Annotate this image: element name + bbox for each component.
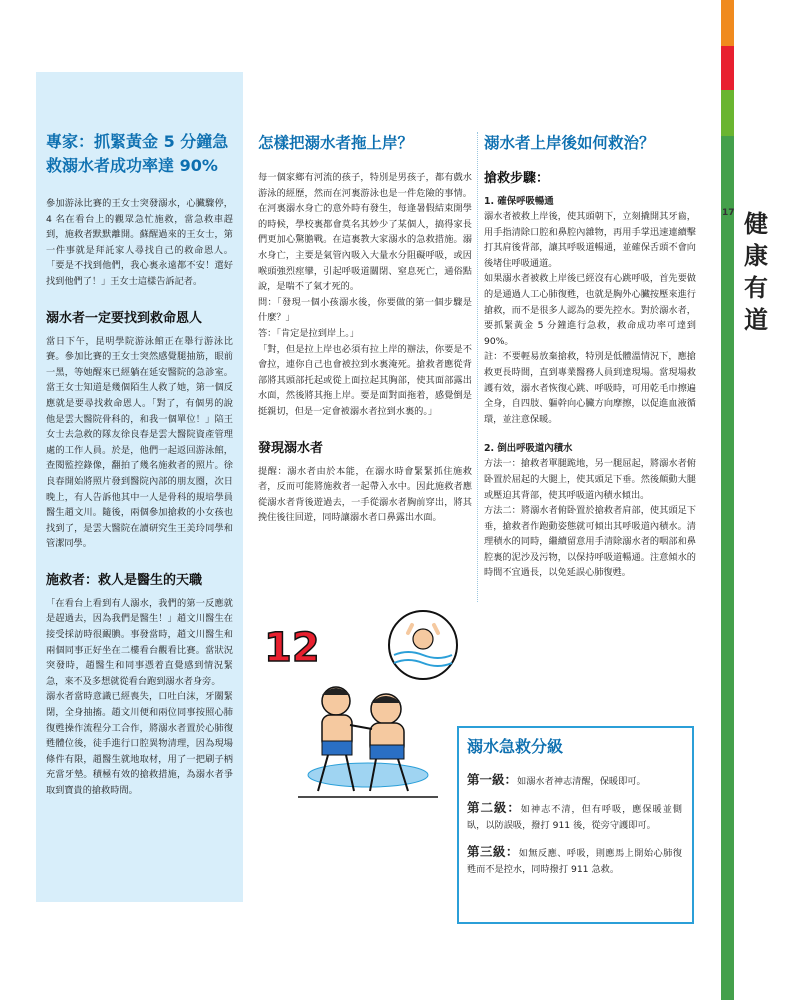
- sidebar-bar-green: [721, 90, 734, 136]
- level-3: [467, 844, 682, 878]
- column-rescue-ashore: [258, 132, 472, 526]
- question: 問：「發現一個小孩溺水後，你要做的第一個步驟是什麼？」: [258, 296, 472, 324]
- title-char: 康: [744, 241, 768, 270]
- column-treatment: [484, 132, 696, 581]
- sidebar-bar-red: [721, 46, 734, 90]
- level-1: [467, 772, 682, 790]
- drowning-rescue-drawing: [258, 605, 468, 810]
- paragraph: 溺水者當時意識已經喪失，口吐白沫，牙關緊閉，全身抽搐。趙文川便和兩位同事按照心肺復甦操作流程分工合作，將溺水者置於心肺復甦體位後，徒手進行口腔異物清理，因為現場條件有限，趙醫生就地取材，用了一把刷子柄充當牙墊。積極有效的搶救措施，為溺水者爭取到寶貴的搶救時間。: [46, 691, 233, 796]
- level-text: 如無反應、呼吸，則應馬上開始心肺復甦而不是控水，同時撥打 911 急救。: [467, 848, 682, 875]
- title-char: 道: [744, 305, 768, 334]
- level-text: 如神志不清，但有呼吸，應保暖並側臥，以防誤吸，撥打 911 後，從旁守護即可。: [467, 804, 682, 831]
- column-title: 專家：抓緊黃金 5 分鐘急 救溺水者成功率達 90%: [46, 132, 229, 175]
- step-heading: 1. 確保呼吸暢通: [484, 196, 554, 207]
- paragraph: 方法二：將溺水者俯卧置於搶救者肩部，使其頭足下垂，搶救者作跑動姿態就可傾出其呼吸道內積水。清理積水的同時，繼續留意用手清除溺水者的咽部和鼻腔裏的泥沙及污物，以保持呼吸道暢通。注意傾水的時間不宜過長，以免延誤心肺復甦。: [484, 505, 696, 579]
- column-expert: [36, 72, 243, 902]
- paragraph: 每一個家鄉有河流的孩子，特別是男孩子，都有戲水游泳的經歷，然而在河裏游泳也是一件危險的事情。在河裏溺水身亡的意外時有發生，每逢暑假結束開學的時候，學校裏都會莫名其妙少了某個人，搞得家長們更加心驚膽戰。在這裏教大家溺水的急救措施。溺水身亡，主要是氣管內吸入大量水分阻礙呼吸，或因喉頭強烈痙攣，引起呼吸道關閉、窒息死亡，通俗點說，是喘不了氣才死的。: [258, 172, 472, 293]
- column-title: 怎樣把溺水者拖上岸？: [258, 134, 414, 152]
- level-2: [467, 800, 682, 834]
- paragraph: 溺水者被救上岸後，使其頭朝下，立刻撬開其牙齒，用手指清除口腔和鼻腔內雜物，再用手掌迅速連續擊打其肩後背部，讓其呼吸道暢通，並確保舌頭不會向後堵住呼吸通道。: [484, 211, 696, 269]
- section-heading: 搶救步驟：: [484, 171, 550, 186]
- section-title-vertical: [741, 208, 771, 336]
- level-label: 第二級：: [467, 800, 521, 815]
- level-label: 第三級：: [467, 844, 519, 859]
- title-char: 有: [744, 273, 768, 302]
- illustration-number: 12: [264, 625, 320, 671]
- paragraph: 如果溺水者被救上岸後已經沒有心跳呼吸，首先要做的是通過人工心肺復甦，也就是胸外心臟按壓來進行搶救，而不是很多人認為的要先控水。對於溺水者，要抓緊黃金 5 分鐘進行急救，救命成功率可達到 90%。: [484, 273, 696, 347]
- sidebar-bar-orange: [721, 0, 734, 46]
- paragraph: 「對，但是拉上岸也必須有拉上岸的辦法，你要是不會拉，連你自己也會被拉到水裏淹死。搶救者應從背部將其頭部托起或從上面拉起其胸部，使其面部露出水面，然後將其拖上岸。要是面對面拖着，感覺倒是挺親切，但是一定會被溺水者拉到水裏的。」: [258, 343, 472, 417]
- paragraph: 當日下午，昆明學院游泳館正在舉行游泳比賽。參加比賽的王女士突然感覺腿抽筋，眼前一黑，等她醒來已經躺在延安醫院的急診室。當王女士知道是幾個陌生人救了她，第一個反應就是要尋找救命恩人。「對了，有個男的說他是雲大醫院骨科的，和我一個單位！」陪王女士去急救的隊友徐良春是雲大醫院資產管理處的工作人員。於是，他們一起返回游泳館，查閱監控錄像，翻拍了幾名施救者的照片。徐良春開始將照片發到醫院內部的朋友圈，次日晚上，有人告訴他其中一人是骨科的規培學員醫生趙文川。隨後，兩個參加搶救的小女孩也找到了，是雲大醫院在讀研究生王美玲同學和管潔同學。: [46, 335, 233, 550]
- rescue-levels-box: [457, 726, 694, 924]
- level-text: 如溺水者神志清醒，保暖即可。: [517, 776, 646, 787]
- step-heading: 2. 倒出呼吸道內積水: [484, 443, 573, 455]
- sidebar: [721, 0, 785, 1000]
- paragraph: 「在看台上看到有人溺水，我們的第一反應就是趕過去，因為我們是醫生！」趙文川醫生在接受採訪時很靦腆。事發當時，趙文川醫生和兩個同事正好坐在二樓看台觀看比賽。當狀況突發時，趙醫生和同事憑着直覺感到情況緊急，來不及多想就從看台跑到溺水者身旁。: [46, 597, 233, 687]
- page-number: 17: [722, 208, 735, 218]
- column-divider: [477, 132, 478, 602]
- note: 註：不要輕易放棄搶救，特別是低體溫情況下，應搶救更長時間，直到專業醫務人員到達現場。當現場救護有效，溺水者恢復心跳、呼吸時，可用乾毛巾擦遍全身，自四肢、軀幹向心臟方向摩擦，以促進血液循環，並注意保暖。: [484, 351, 696, 425]
- column-title: 溺水者上岸後如何救治？: [484, 134, 655, 152]
- section-heading: 溺水者一定要找到救命恩人: [46, 310, 203, 326]
- section-heading: 施救者：救人是醫生的天職: [46, 572, 203, 588]
- paragraph: 方法一：搶救者單腿跪地，另一腿屈起，將溺水者俯卧置於屈起的大腿上，使其頭足下垂。然後顛動大腿或壓迫其背部，使其呼吸道內積水傾出。: [484, 458, 696, 501]
- answer: 答：「肯定是拉到岸上。」: [258, 327, 360, 339]
- title-char: 健: [744, 209, 768, 238]
- box-title: 溺水急救分級: [467, 737, 564, 756]
- paragraph: 提醒：溺水者由於本能，在溺水時會緊緊抓住施救者，反而可能將施救者一起帶入水中。因此施救者應從溺水者背後遊過去，一手從溺水者胸前穿出，將其挽住後往回遊，同時讓溺水者口鼻露出水面。: [258, 465, 472, 524]
- section-heading: 發現溺水者: [258, 440, 324, 456]
- intro-paragraph: 參加游泳比賽的王女士突發溺水，心臟驟停，4 名在看台上的觀眾急忙施救，當急救車趕到，施救者默默離開。蘇醒過來的王女士，第一件事就是拜託家人尋找自己的救命恩人。「要是不找到他們，我心裏永遠都不安！還好找到他們了！」王女士這樣告訴記者。: [46, 198, 233, 287]
- rescue-illustration: [258, 605, 468, 810]
- sidebar-bar-darkgreen: [721, 136, 734, 1000]
- level-label: 第一級：: [467, 772, 518, 787]
